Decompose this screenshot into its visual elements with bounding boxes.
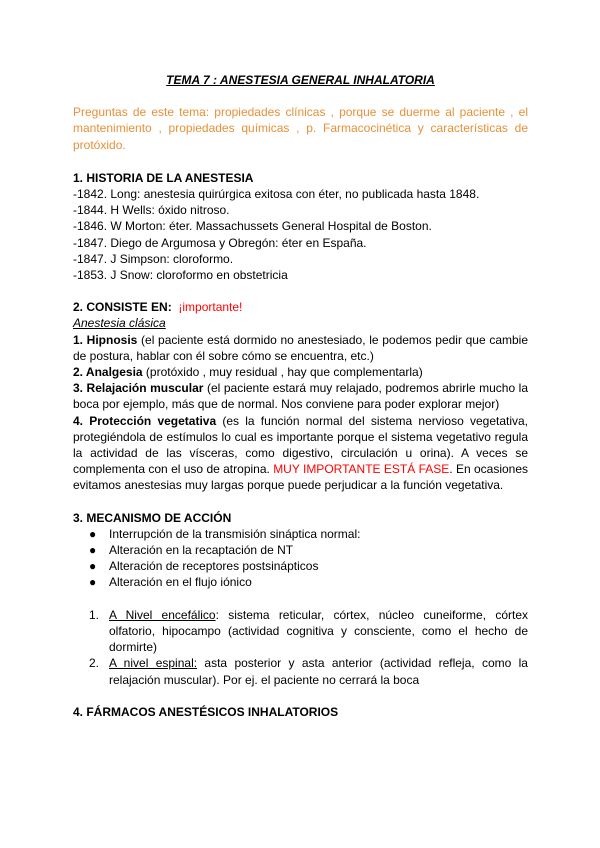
espinal-label: A nivel espinal: [109,656,198,671]
history-item: -1847. Diego de Argumosa y Obregón: éter en España. [73,235,367,250]
bullet-icon: ● [89,559,97,574]
proteccion-text: (es la función normal del sistema nervioso vegetativa, protegiéndola de estímulos lo cual es importante porque el sistema vegetativo regula la actividad de las vísceras, como digestivo, circulación u orina). A veces se complementa con el uso de atropina. [73,413,529,477]
analgesia-text: (protóxido , muy residual , hay que complementarla) [142,365,423,380]
encefalico-label: A Nivel encefálico [109,607,216,622]
list-item: ● Alteración en la recaptación de NT [89,543,294,558]
document-title: TEMA 7 : ANESTESIA GENERAL INHALATORIA [166,73,435,87]
section-3-heading: 3. MECANISMO DE ACCIÓN [73,510,232,525]
intro-paragraph: Preguntas de este tema: propiedades clínicas , porque se duerme al paciente , el mantenimiento , propiedades químicas , p. Farmacocinética y características de protóxido. [73,105,528,152]
list-item: 1. A Nivel encefálico: sistema reticular, córtex, núcleo cuneiforme, córtex olfatorio, hipocampo (actividad cognitiva y consciente, como el hecho de dormirte) [89,607,528,655]
relajacion-text: (el paciente estará muy relajado, podremos abrirle mucho la boca por ejemplo, más que de normal. Nos conviene para poder explorar mejor) [73,381,529,412]
section-1-heading: 1. HISTORIA DE LA ANESTESIA [73,170,254,185]
important-note: ¡importante! [178,300,243,315]
hipnosis-text: (el paciente está dormido no anestesiado, le podemos pedir que cambie de postura, hablar con él sobre cómo se encuentra, etc.) [73,332,529,363]
hipnosis-paragraph [73,332,528,364]
list-item: 2. A nivel espinal: asta posterior y asta anterior (actividad refleja, como la relajación muscular). Por ej. el paciente no cerrará la boca [89,656,528,687]
relajacion-paragraph [73,380,528,412]
history-item: -1844. H Wells: óxido nitroso. [73,203,230,218]
relajacion-label: 3. Relajación muscular [73,381,204,396]
bullet-icon: ● [89,526,97,541]
history-item: -1846. W Morton: éter. Massachussets General Hospital de Boston. [73,219,432,234]
list-item: ● Interrupción de la transmisión sináptica normal: [89,526,361,541]
hipnosis-label: 1. Hipnosis [73,332,138,347]
section-4-heading: 4. FÁRMACOS ANESTÉSICOS INHALATORIOS [73,704,339,719]
proteccion-label: 4. Protección vegetativa [73,413,217,428]
history-item: -1847. J Simpson: cloroformo. [73,251,234,266]
analgesia-label: 2. Analgesia [73,365,143,380]
document-page [73,72,528,720]
bullet-icon: ● [89,575,97,590]
list-item: ● Alteración en el flujo iónico [89,575,252,590]
mechanism-numbered-list [73,607,528,688]
mechanism-bullet-list [73,526,528,591]
bullet-icon: ● [89,543,97,558]
history-item: -1842. Long: anestesia quirúrgica exitosa con éter, no publicada hasta 1848. [73,187,480,202]
section-2-title: 2. CONSISTE EN: [73,300,172,315]
analgesia-paragraph [73,364,528,380]
proteccion-warning: MUY IMPORTANTE ESTÁ FASE [273,462,450,477]
proteccion-paragraph [73,413,528,494]
history-item: -1853. J Snow: cloroformo en obstetricia [73,268,288,283]
section-2-subtitle: Anestesia clásica [73,316,166,331]
list-item: ● Alteración de receptores postsinápticos [89,559,319,574]
section-2-heading [73,299,528,315]
proteccion-tail: . En ocasiones evitamos anestesias muy largas porque puede perjudicar a la función vegetativa. [73,462,529,493]
